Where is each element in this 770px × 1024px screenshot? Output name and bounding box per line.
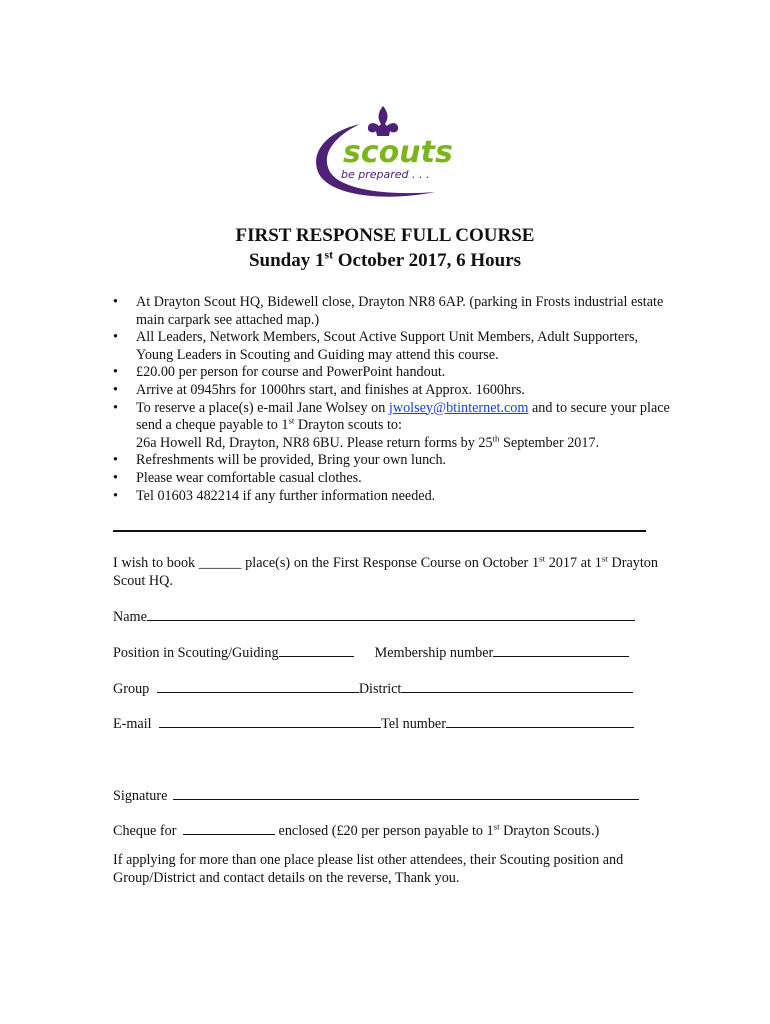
list-item: • Arrive at 0945hrs for 1000hrs start, and finishes at Approx. 1600hrs. bbox=[113, 382, 673, 400]
name-label: Name bbox=[113, 609, 147, 625]
group-label: Group bbox=[113, 681, 150, 697]
district-field[interactable] bbox=[401, 680, 633, 693]
list-item: • At Drayton Scout HQ, Bidewell close, Drayton NR8 6AP. (parking in Frosts industrial estate main carpark see attached map.) bbox=[113, 294, 673, 329]
tel-label: Tel number bbox=[381, 716, 446, 732]
name-row bbox=[113, 608, 635, 627]
cheque-row: Cheque for enclosed (£20 per person payable to 1st Drayton Scouts.) bbox=[113, 821, 600, 839]
email-link[interactable]: jwolsey@btinternet.com bbox=[388, 399, 529, 416]
email-row bbox=[113, 715, 634, 734]
name-field[interactable] bbox=[147, 608, 635, 621]
booking-statement: I wish to book ______ place(s) on the First Response Course on October 1st 2017 at 1st Drayton Scout HQ. bbox=[113, 553, 658, 589]
signature-row bbox=[113, 787, 639, 806]
course-title: FIRST RESPONSE FULL COURSE bbox=[235, 225, 535, 246]
fleur-de-lis-icon bbox=[368, 106, 398, 136]
course-details bbox=[113, 294, 673, 505]
list-item: • £20.00 per person for course and PowerPoint handout. bbox=[113, 364, 673, 382]
membership-label: Membership number bbox=[374, 645, 494, 661]
cheque-label: Cheque for bbox=[113, 823, 177, 839]
signature-label: Signature bbox=[113, 788, 168, 804]
course-date: Sunday 1st October 2017, 6 Hours bbox=[248, 248, 522, 271]
membership-field[interactable] bbox=[493, 644, 629, 657]
position-label: Position in Scouting/Guiding bbox=[113, 645, 279, 661]
position-field[interactable] bbox=[279, 644, 354, 657]
list-item: • Refreshments will be provided, Bring your own lunch. bbox=[113, 452, 673, 470]
district-label: District bbox=[358, 681, 402, 697]
svg-text:scouts: scouts bbox=[343, 135, 453, 170]
group-field[interactable] bbox=[157, 680, 359, 693]
position-row bbox=[113, 644, 629, 663]
email-field[interactable] bbox=[159, 715, 381, 728]
list-item: • All Leaders, Network Members, Scout Active Support Unit Members, Adult Supporters, Young Leaders in Scouting and Guiding may attend this course. bbox=[113, 329, 673, 364]
signature-field[interactable] bbox=[173, 787, 639, 800]
footer-note: If applying for more than one place please list other attendees, their Scouting position and Group/District and contact details on the reverse, Thank you. bbox=[113, 852, 624, 886]
divider bbox=[113, 530, 646, 532]
scouts-logo bbox=[305, 104, 470, 204]
tel-field[interactable] bbox=[446, 715, 634, 728]
email-label: E-mail bbox=[113, 716, 152, 732]
group-row bbox=[113, 680, 633, 699]
list-item: • Please wear comfortable casual clothes. bbox=[113, 470, 673, 488]
list-item: • Tel 01603 482214 if any further information needed. bbox=[113, 488, 673, 506]
svg-text:be prepared . . .: be prepared . . . bbox=[341, 168, 430, 181]
list-item: • To reserve a place(s) e-mail Jane Wolsey on jwolsey@btinternet.com and to secure your place send a cheque payable to 1st Drayton scouts to: 26a Howell Rd, Drayton, NR8 6BU. Please return forms by 25th September 2017. bbox=[113, 400, 673, 453]
cheque-field[interactable] bbox=[183, 822, 275, 835]
